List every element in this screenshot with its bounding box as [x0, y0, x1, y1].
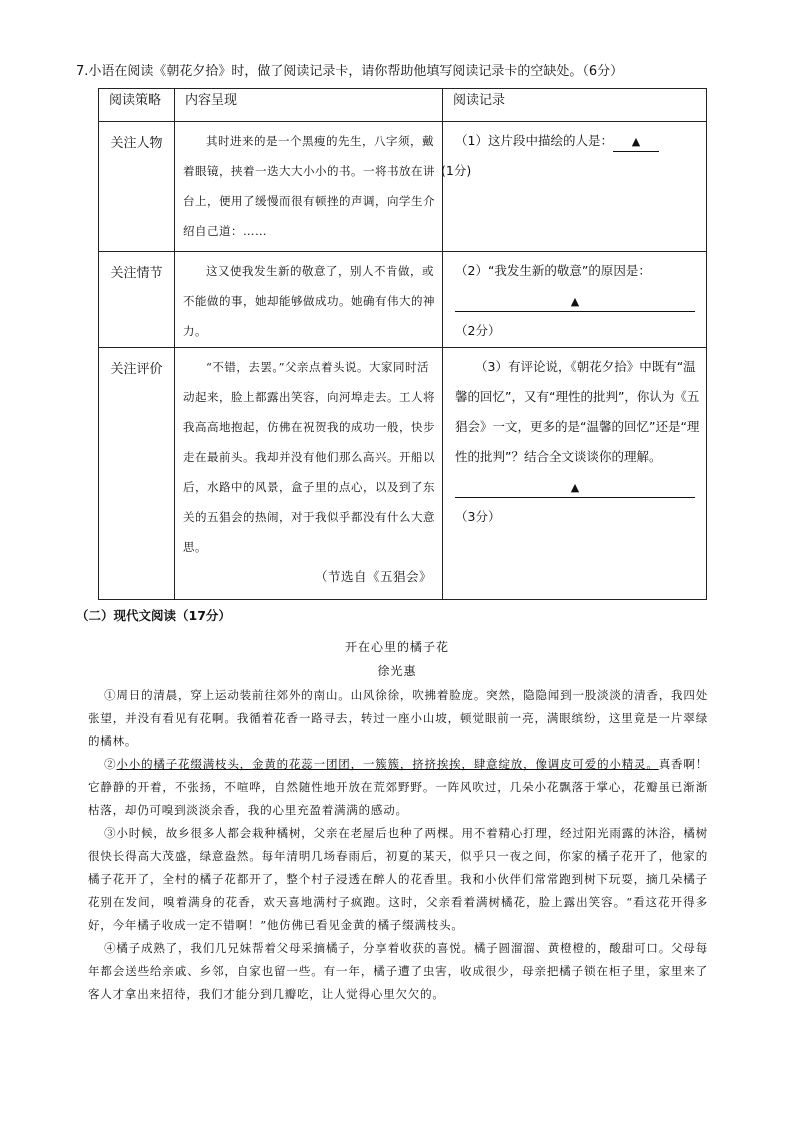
paragraph-1: ①周日的清晨，穿上运动装前往郊外的南山。山风徐徐，吹拂着脸庞。突然，隐隐闻到一股淡淡的清香，我四处张望，并没有看见有花啊。我循着花香一路寻去，转过一座小山坡，顿觉眼前一亮，满眼缤纷，这里竟是一片翠绿的橘林。: [88, 688, 708, 748]
strategy-evaluation: 关注评价: [99, 348, 175, 600]
card-row-evaluation: [99, 348, 707, 600]
question-7-title: 7.小语在阅读《朝花夕拾》时，做了阅读记录卡，请你帮助他填写阅读记录卡的空缺处。（6分）: [76, 64, 624, 79]
answer-blank-1[interactable]: ▲: [613, 132, 659, 152]
article-body: [88, 684, 708, 1006]
strategy-plot: 关注情节: [99, 252, 175, 348]
card-row-plot: [99, 252, 707, 348]
record-3-prompt: （3）有评论说，《朝花夕拾》中既有“温馨的回忆”，又有“理性的批判”，你认为《五猖会》一文，更多的是“温馨的回忆”还是“理性的批判”？结合全文谈谈你的理解。: [455, 359, 700, 464]
content-evaluation: “不错，去罢。”父亲点着头说。大家同时活动起来，脸上都露出笑容，向河埠走去。工人将我高高地抱起，仿佛在祝贺我的成功一般，快步走在最前头。我却并没有他们那么高兴。开船以后，水路中的风景，盒子里的点心，以及到了东关的五猖会的热闹，对于我似乎都没有什么大意思。 （节选自《五猖会》: [175, 348, 443, 600]
section-title: （二）现代文阅读（17分）: [76, 608, 231, 623]
card-row-character: [99, 122, 707, 252]
paragraph-4: ④橘子成熟了，我们几兄妹帮着父母采摘橘子，分享着收获的喜悦。橘子圆溜溜、黄橙橙的，酸甜可口。父母每年都会送些给亲戚、乡邻，自家也留一些。有一年，橘子遭了虫害，收成很少，母亲把橘子锁在柜子里，家里来了客人才拿出来招待，我们才能分到几瓣吃，让人觉得心里欠欠的。: [88, 941, 708, 1001]
record-2-score: （2分）: [455, 323, 501, 338]
record-1-score: (1分): [441, 163, 472, 178]
answer-blank-2[interactable]: ▲: [455, 292, 695, 312]
reading-record-card: [98, 88, 707, 600]
record-character: [443, 122, 707, 252]
record-plot: [443, 252, 707, 348]
answer-blank-3[interactable]: ▲: [455, 478, 695, 498]
content-character: 其时进来的是一个黑瘦的先生，八字须，戴着眼镜，挟着一迭大大小小的书。一将书放在讲台上，便用了缓慢而很有顿挫的声调，向学生介绍自己道：……: [175, 122, 443, 252]
record-3-score: （3分）: [455, 509, 501, 524]
article-title: 开在心里的橘子花: [344, 640, 449, 654]
paragraph-3: ③小时候，故乡很多人都会栽种橘树，父亲在老屋后也种了两棵。用不着精心打理，经过阳光雨露的沐浴，橘树很快长得高大茂盛，绿意盎然。每年清明几场春雨后，初夏的某天，似乎只一夜之间，你家的橘子花开了，他家的橘子花开了，全村的橘子花都开了，整个村子浸透在醉人的花香里。我和小伙伴们常常跑到树下玩耍，摘几朵橘子花别在发间，嗅着满身的花香，欢天喜地满村子疯跑。这时，父亲看着满树橘花，脸上露出笑容。“看这花开得多好，今年橘子收成一定不错啊！”他仿佛已看见金黄的橘子缀满枝头。: [88, 826, 708, 932]
card-header-row: [99, 89, 707, 122]
record-2-prompt: （2）“我发生新的敬意”的原因是：: [455, 263, 651, 278]
underlined-sentence: 小小的橘子花缀满枝头，金黄的花蕊一团团，一簇簇，挤挤挨挨，肆意绽放，像调皮可爱的小精灵。: [116, 757, 659, 771]
article-author: 徐光惠: [377, 664, 417, 678]
header-content: 内容呈现: [175, 89, 443, 122]
content-plot: 这又使我发生新的敬意了，别人不肯做，或不能做的事，她却能够做成功。她确有伟大的神力。: [175, 252, 443, 348]
header-record: 阅读记录: [443, 89, 707, 122]
strategy-character: 关注人物: [99, 122, 175, 252]
record-1-prompt: （1）这片段中描绘的人是：: [455, 133, 613, 148]
excerpt-source: （节选自《五猖会》: [314, 569, 432, 584]
record-evaluation: [443, 348, 707, 600]
header-strategy: 阅读策略: [99, 89, 175, 122]
paragraph-2: ②小小的橘子花缀满枝头，金黄的花蕊一团团，一簇簇，挤挤挨挨，肆意绽放，像调皮可爱的小精灵。真香啊！它静静的开着，不张扬，不喧哗，自然随性地开放在荒郊野野。一阵风吹过，几朵小花飘落于掌心，花瓣虽已渐渐枯落，却仍可嗅到淡淡余香，我的心里充盈着满满的感动。: [88, 757, 708, 817]
